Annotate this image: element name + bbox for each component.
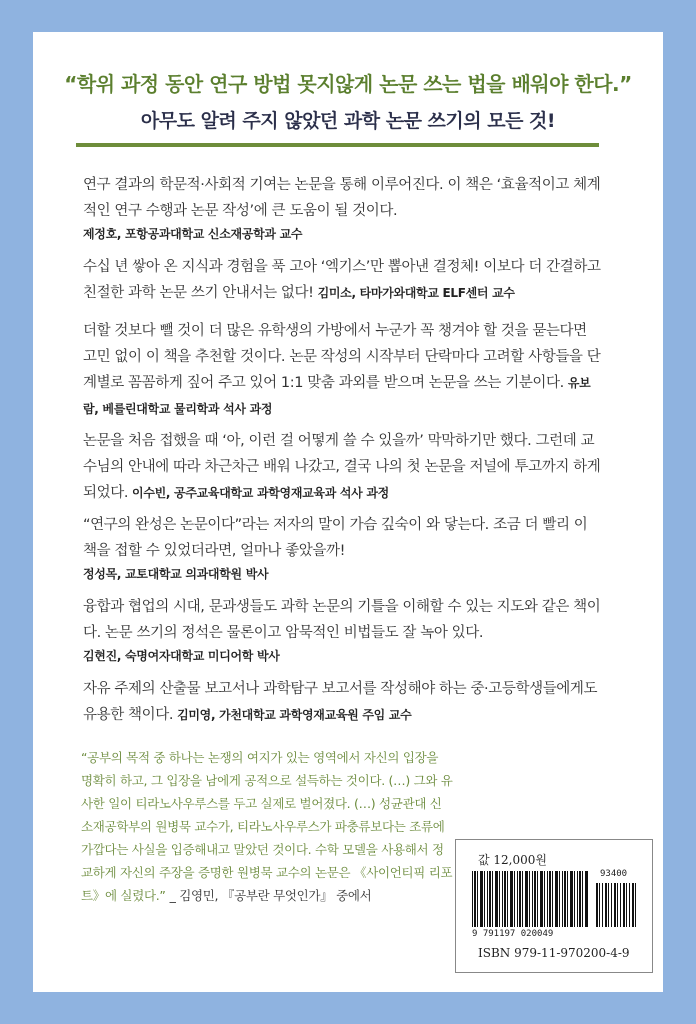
review-6 <box>83 594 603 666</box>
review-text: 융합과 협업의 시대, 문과생들도 과학 논문의 기틀을 이해할 수 있는 지도와 같은 책이다. 논문 쓰기의 정석은 물론이고 암묵적인 비법들도 잘 녹아 있다. <box>83 599 601 641</box>
review-attribution: 정성목, 교토대학교 의과대학원 박사 <box>83 567 269 581</box>
review-1 <box>83 172 603 244</box>
review-text: 자유 주제의 산출물 보고서나 과학탐구 보고서를 작성해야 하는 중·고등학생들에게도 유용한 책이다. <box>83 681 598 723</box>
review-attribution: 김미소, 타마가와대학교 ELF센터 교수 <box>317 286 515 300</box>
review-2 <box>83 254 603 306</box>
divider <box>76 143 599 147</box>
review-7 <box>83 676 603 728</box>
book-quote <box>81 746 453 907</box>
addon-code: 93400 <box>600 869 628 879</box>
barcode-icon <box>472 871 588 927</box>
review-text: 연구 결과의 학문적·사회적 기여는 논문을 통해 이루어진다. 이 책은 ‘효율적이고 체계적인 연구 수행과 논문 작성’에 큰 도움이 될 것이다. <box>83 177 601 219</box>
price-label: 값 12,000원 <box>478 853 547 867</box>
price-barcode-box <box>455 839 653 973</box>
review-attribution: 제정호, 포항공과대학교 신소재공학과 교수 <box>83 227 303 241</box>
quote-source: _ 김영민, 『공부란 무엇인가』 중에서 <box>169 888 372 903</box>
headline: “학위 과정 동안 연구 방법 못지않게 논문 쓰는 법을 배워야 한다.” <box>64 72 632 96</box>
review-text: “연구의 완성은 논문이다”라는 저자의 말이 가슴 깊숙이 와 닿는다. 조금 더 빨리 이 책을 접할 수 있었더라면, 얼마나 좋았을까! <box>83 517 588 559</box>
review-4 <box>83 428 603 506</box>
review-attribution: 김현진, 숙명여자대학교 미디어학 박사 <box>83 649 280 663</box>
review-text: 더할 것보다 뺄 것이 더 많은 유학생의 가방에서 누군가 꼭 챙겨야 할 것을 묻는다면 고민 없이 이 책을 추천할 것이다. 논문 작성의 시작부터 단락마다 고려할 사항들을 단계별로 꼼꼼하게 짚어 주고 있어 1:1 맞춤 과외를 받으며 논문을 쓰는 기분이다. <box>83 323 601 391</box>
barcode-number: 9 791197 020049 <box>472 929 554 939</box>
review-3 <box>83 318 603 422</box>
review-text: 수십 년 쌓아 온 지식과 경험을 푹 고아 ‘엑기스’만 뽑아낸 결정체! 이보다 더 간결하고 친절한 과학 논문 쓰기 안내서는 없다! <box>83 259 601 301</box>
subheadline: 아무도 알려 주지 않았던 과학 논문 쓰기의 모든 것! <box>140 110 556 132</box>
review-attribution: 이수빈, 공주교육대학교 과학영재교육과 석사 과정 <box>132 486 389 500</box>
addon-barcode-icon <box>596 883 638 927</box>
review-attribution: 김미영, 가천대학교 과학영재교육원 주임 교수 <box>177 708 412 722</box>
quote-text: “공부의 목적 중 하나는 논쟁의 여지가 있는 영역에서 자신의 입장을 명확히 하고, 그 입장을 남에게 공적으로 설득하는 것이다. (…) 그와 유사한 일이 티라노사우루스를 두고 실제로 벌어졌다. (…) 성균관대 신소재공학부의 원병묵 교수가, 티라노사우루스가 파충류보다는 조류에 가깝다는 사실을 입증해내고 말았던 것이다. 수학 모델을 사용해서 정교하게 자신의 주장을 증명한 원병묵 교수의 논문은 《사이언티픽 리포트》에 실렸다.” <box>81 750 453 903</box>
isbn-label: ISBN 979-11-970200-4-9 <box>478 946 630 960</box>
review-5 <box>83 512 603 584</box>
back-cover <box>33 32 663 992</box>
review-text: 논문을 처음 접했을 때 ‘아, 이런 걸 어떻게 쓸 수 있을까’ 막막하기만 했다. 그런데 교수님의 안내에 따라 차근차근 배워 나갔고, 결국 나의 첫 논문을 저널에 투고까지 하게 되었다. <box>83 433 601 501</box>
review-attribution: 유보람, 베를린대학교 물리학과 석사 과정 <box>83 376 591 416</box>
